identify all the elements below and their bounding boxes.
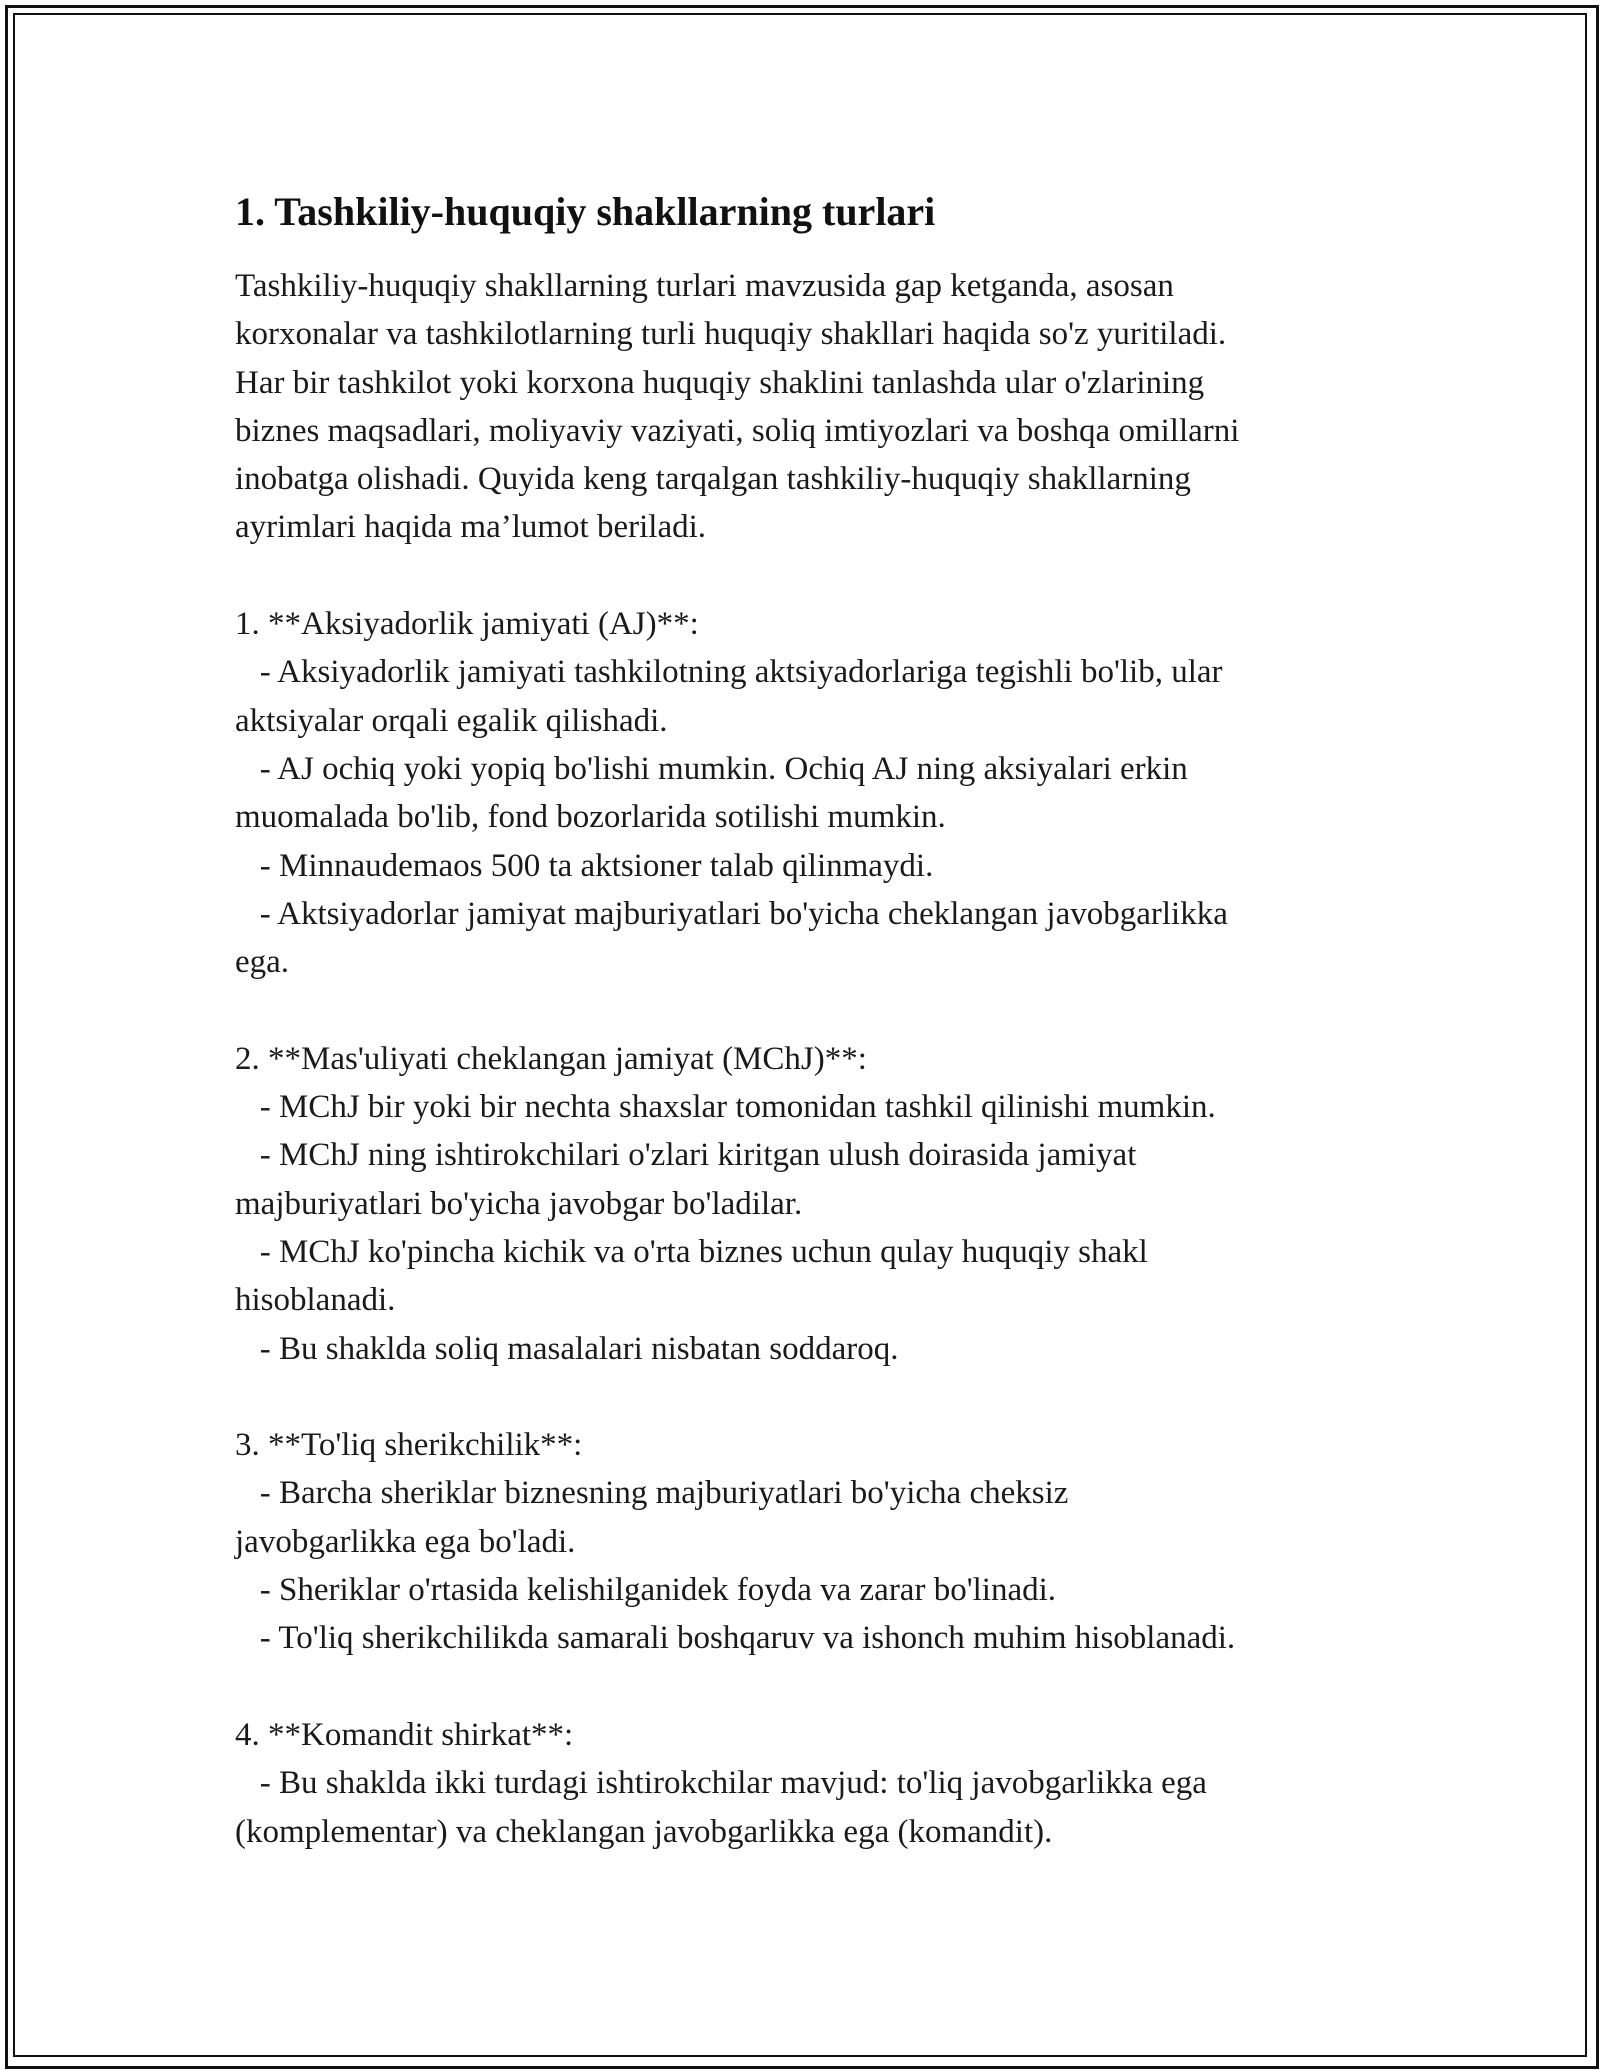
text-line: - Minnaudemaos 500 ta aktsioner talab qilinmaydi. bbox=[235, 847, 934, 884]
text-line: 3. **To'liq sherikchilik**: bbox=[235, 1427, 583, 1464]
text-line: - To'liq sherikchilikda samarali boshqaruv va ishonch muhim hisoblanadi. bbox=[235, 1620, 1236, 1657]
text-line: hisoblanadi. bbox=[235, 1282, 396, 1319]
text-line: javobgarlikka ega bo'ladi. bbox=[235, 1523, 576, 1560]
document-body bbox=[235, 188, 1385, 1856]
document-text bbox=[235, 262, 1385, 1856]
text-line: 4. **Komandit shirkat**: bbox=[235, 1716, 574, 1753]
text-line: - AJ ochiq yoki yopiq bo'lishi mumkin. Ochiq AJ ning aksiyalari erkin bbox=[235, 750, 1188, 787]
blank-line bbox=[235, 552, 1385, 600]
text-line: inobatga olishadi. Quyida keng tarqalgan tashkiliy-huquqiy shakllarning bbox=[235, 461, 1191, 498]
text-line: - MChJ bir yoki bir nechta shaxslar tomonidan tashkil qilinishi mumkin. bbox=[235, 1089, 1216, 1126]
text-line: (komplementar) va cheklangan javobgarlikka ega (komandit). bbox=[235, 1813, 1053, 1850]
text-line: korxonalar va tashkilotlarning turli huquqiy shakllari haqida so'z yuritiladi. bbox=[235, 316, 1227, 353]
text-line: 1. **Aksiyadorlik jamiyati (AJ)**: bbox=[235, 606, 699, 643]
text-line: ega. bbox=[235, 944, 290, 981]
blank-line bbox=[235, 1663, 1385, 1711]
text-line: - Sheriklar o'rtasida kelishilganidek foyda va zarar bo'linadi. bbox=[235, 1572, 1057, 1609]
text-line: - MChJ ko'pincha kichik va o'rta biznes uchun qulay huquqiy shakl bbox=[235, 1233, 1148, 1270]
text-line: Tashkiliy-huquqiy shakllarning turlari mavzusida gap ketganda, asosan bbox=[235, 268, 1174, 304]
text-line: - Aksiyadorlik jamiyati tashkilotning aktsiyadorlariga tegishli bo'lib, ular bbox=[235, 654, 1223, 691]
text-line: - MChJ ning ishtirokchilari o'zlari kiritgan ulush doirasida jamiyat bbox=[235, 1137, 1137, 1174]
text-line: biznes maqsadlari, moliyaviy vaziyati, soliq imtiyozlari va boshqa omillarni bbox=[235, 412, 1240, 449]
text-line: - Bu shaklda ikki turdagi ishtirokchilar mavjud: to'liq javobgarlikka ega bbox=[235, 1765, 1207, 1802]
text-line: - Aktsiyadorlar jamiyat majburiyatlari bo'yicha cheklangan javobgarlikka bbox=[235, 895, 1228, 932]
blank-line bbox=[235, 986, 1385, 1034]
text-line: ayrimlari haqida ma’lumot beriladi. bbox=[235, 509, 707, 546]
text-line: aktsiyalar orqali egalik qilishadi. bbox=[235, 702, 668, 739]
blank-line bbox=[235, 1373, 1385, 1421]
text-line: Har bir tashkilot yoki korxona huquqiy shaklini tanlashda ular o'zlarining bbox=[235, 364, 1205, 401]
text-line: - Barcha sheriklar biznesning majburiyatlari bo'yicha cheksiz bbox=[235, 1475, 1069, 1512]
text-line: majburiyatlari bo'yicha javobgar bo'ladilar. bbox=[235, 1185, 803, 1222]
text-line: muomalada bo'lib, fond bozorlarida sotilishi mumkin. bbox=[235, 799, 946, 836]
text-line: - Bu shaklda soliq masalalari nisbatan soddaroq. bbox=[235, 1330, 899, 1367]
document-title: 1. Tashkiliy-huquqiy shakllarning turlari bbox=[235, 189, 936, 234]
text-line: 2. **Mas'uliyati cheklangan jamiyat (MChJ)**: bbox=[235, 1040, 867, 1077]
